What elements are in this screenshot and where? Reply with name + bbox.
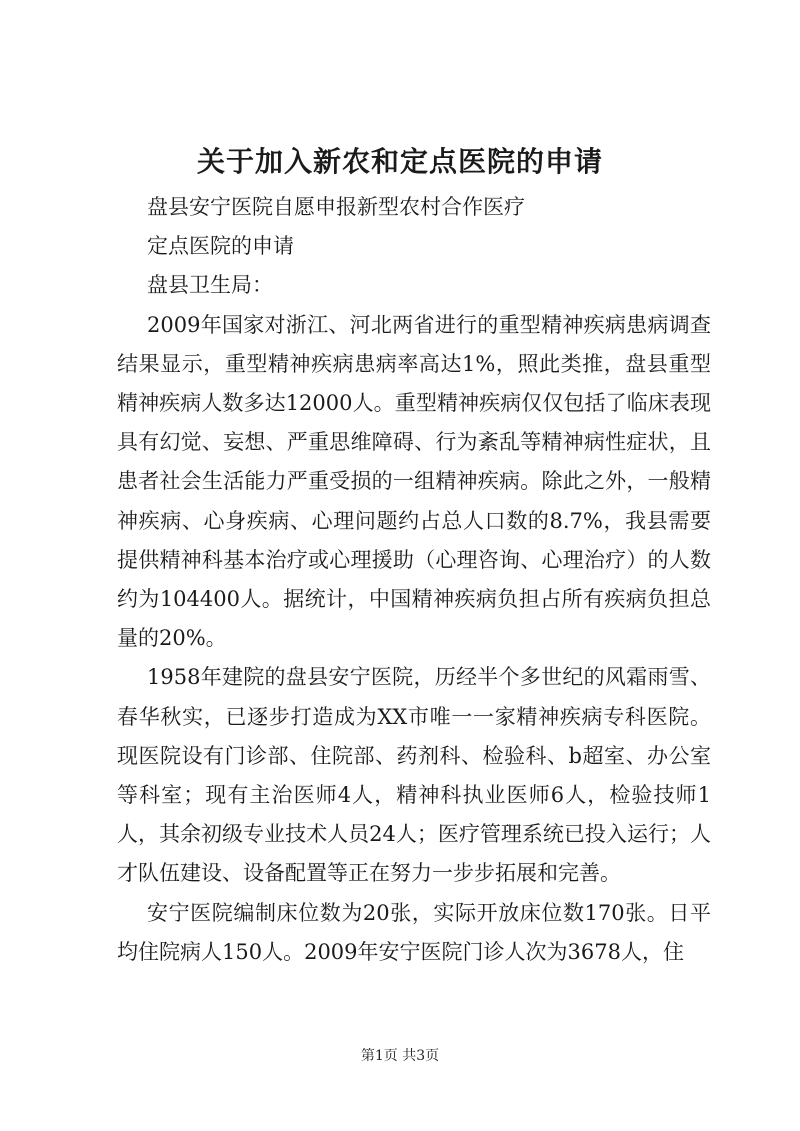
paragraph-hospital-history: 1958年建院的盘县安宁医院，历经半个多世纪的风霜雨雪、春华秋实，已逐步打造成为XX市唯一一家精神疾病专科医院。现医院设有门诊部、住院部、药剂科、检验科、b超室、办公室等科室；现有主治医师4人，精神科执业医师6人，检验技师1人，其余初级专业技术人员24人；医疗管理系统已投入运行；人才队伍建设、设备配置等正在努力一步步拓展和完善。 bbox=[117, 665, 711, 886]
paragraph-salutation: 盘县卫生局： bbox=[147, 273, 273, 298]
paragraph-survey-statistics: 2009年国家对浙江、河北两省进行的重型精神疾病患病调查结果显示，重型精神疾病患病率高达1%，照此类推，盘县重型精神疾病人数多达12000人。重型精神疾病仅仅包括了临床表现具有幻觉、妄想、严重思维障碍、行为紊乱等精神病性症状，且患者社会生活能力严重受损的一组精神疾病。除此之外，一般精神疾病、心身疾病、心理问题约占总人口数的8.7%，我县需要提供精神科基本治疗或心理援助（心理咨询、心理治疗）的人数约为104400人。据统计，中国精神疾病负担占所有疾病负担总量的20%。 bbox=[117, 312, 711, 651]
paragraph-subtitle-line-2: 定点医院的申请 bbox=[147, 234, 294, 259]
paragraph-bed-capacity: 安宁医院编制床位数为20张，实际开放床位数170张。日平均住院病人150人。2009年安宁医院门诊人次为3678人，住 bbox=[117, 900, 711, 964]
document-body bbox=[117, 188, 711, 972]
paragraph-subtitle-line-1: 盘县安宁医院自愿申报新型农村合作医疗 bbox=[147, 195, 525, 219]
page-title: 关于加入新农和定点医院的申请 bbox=[196, 145, 603, 178]
page-footer: 第1页 共3页 bbox=[360, 1048, 440, 1064]
